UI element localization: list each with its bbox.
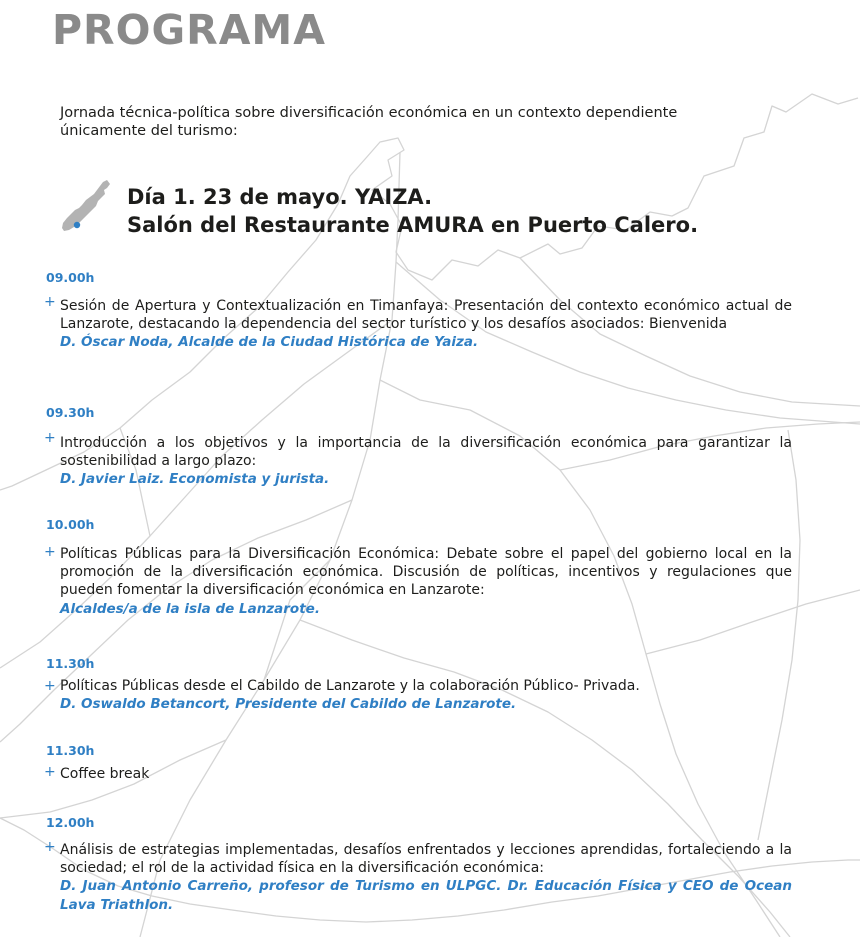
plus-icon: + <box>44 839 56 855</box>
plus-icon: + <box>44 544 56 560</box>
item-speaker: D. Javier Laiz. Economista y jurista. <box>60 471 330 488</box>
time-slot-0900: 09.00h <box>46 270 95 285</box>
island-silhouette <box>62 180 110 231</box>
lanzarote-island-icon <box>60 178 114 234</box>
item-speaker: D. Oswaldo Betancort, Presidente del Cabildo de Lanzarote. <box>60 696 517 713</box>
item-speaker: Alcaldes/a de la isla de Lanzarote. <box>60 600 320 617</box>
time-slot-0930: 09.30h <box>46 405 95 420</box>
schedule-item <box>60 841 792 914</box>
time-slot-1130-break: 11.30h <box>46 743 95 758</box>
schedule-item <box>60 434 792 489</box>
time-slot-1130: 11.30h <box>46 656 95 671</box>
schedule-item <box>60 677 792 713</box>
item-description: Políticas Públicas para la Diversificación Económica: Debate sobre el papel del gobierno local en la promoción de la diversificación económica. Discusión de políticas, incentivos y regulaciones que pueden fomentar la diversificación económica en Lanzarote: <box>60 546 792 599</box>
schedule-item <box>60 765 792 783</box>
day-date-location: Día 1. 23 de mayo. YAIZA. <box>127 185 433 209</box>
intro-text: Jornada técnica-política sobre diversificación económica en un contexto dependiente únicamente del turismo: <box>60 105 678 139</box>
plus-icon: + <box>44 430 56 446</box>
plus-icon: + <box>44 294 56 310</box>
item-description: Introducción a los objetivos y la importancia de la diversificación económica para garantizar la sostenibilidad a largo plazo: <box>60 435 792 470</box>
schedule-item <box>60 297 792 352</box>
schedule-item <box>60 545 792 618</box>
day-heading <box>127 183 698 239</box>
item-description: Políticas Públicas desde el Cabildo de Lanzarote y la colaboración Público- Privada. <box>60 678 640 694</box>
item-description: Sesión de Apertura y Contextualización en Timanfaya: Presentación del contexto económico actual de Lanzarote, destacando la dependencia del sector turístico y los desafíos asociados: Bienvenida <box>60 298 792 333</box>
location-dot <box>74 222 80 228</box>
plus-icon: + <box>44 764 56 780</box>
time-slot-1000: 10.00h <box>46 517 95 532</box>
item-description: Análisis de estrategias implementadas, desafíos enfrentados y lecciones aprendidas, fortaleciendo a la sociedad; el rol de la actividad física en la diversificación económica: <box>60 842 792 877</box>
item-description: Coffee break <box>60 766 150 782</box>
item-speaker: D. Óscar Noda, Alcalde de la Ciudad Histórica de Yaiza. <box>60 334 479 351</box>
plus-icon: + <box>44 678 56 694</box>
page-title: PROGRAMA <box>52 6 326 54</box>
day-venue: Salón del Restaurante AMURA en Puerto Calero. <box>127 213 699 237</box>
item-speaker: D. Juan Antonio Carreño, profesor de Turismo en ULPGC. Dr. Educación Física y CEO de Ocean Lava Triathlon. <box>60 878 792 913</box>
time-slot-1200: 12.00h <box>46 815 95 830</box>
